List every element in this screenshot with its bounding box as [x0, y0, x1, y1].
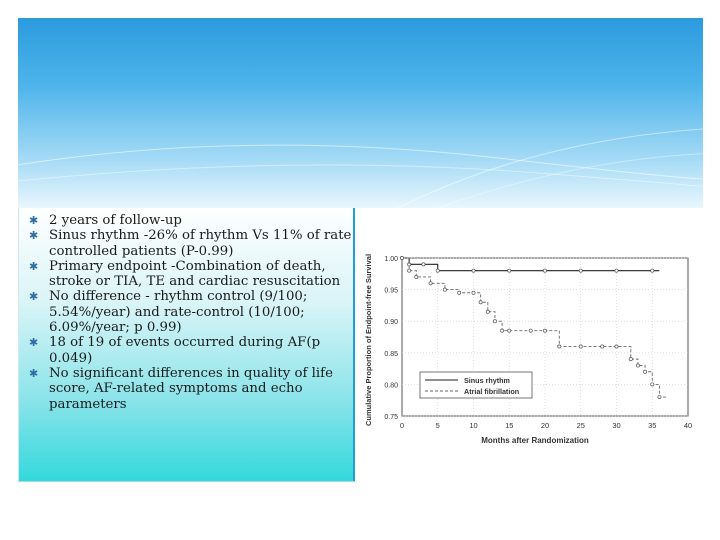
- bullet-item: [27, 366, 352, 412]
- bullet-text: No significant differences in quality of life score, AF-related symptoms and echo parameters: [49, 365, 333, 412]
- panel-edge: [353, 208, 355, 481]
- y-tick-label: 0.85: [384, 350, 398, 358]
- data-point: [529, 329, 532, 332]
- bullet-text: No difference - rhythm control (9/100; 5.54%/year) and rate-control (10/100; 6.09%/year; p 0.99): [49, 289, 308, 336]
- survival-chart: [360, 236, 710, 446]
- data-point: [429, 282, 432, 285]
- y-tick-label: 0.90: [384, 319, 398, 327]
- plot-area: [384, 256, 692, 430]
- data-point: [615, 269, 618, 272]
- x-tick-label: 15: [505, 421, 514, 430]
- data-point: [486, 310, 489, 313]
- data-point: [558, 345, 561, 348]
- asterisk-bullet-icon: ✱: [29, 259, 39, 273]
- bullet-list: [27, 213, 352, 412]
- bullet-text: Sinus rhythm -26% of rhythm Vs 11% of rate controlled patients (P-0.99): [49, 228, 352, 259]
- data-point: [615, 345, 618, 348]
- data-point: [651, 269, 654, 272]
- series-line-sinus-rhythm: [402, 258, 659, 271]
- data-point: [601, 345, 604, 348]
- asterisk-bullet-icon: ✱: [29, 290, 39, 304]
- x-tick-label: 20: [540, 421, 550, 430]
- data-point: [479, 301, 482, 304]
- data-point: [436, 269, 439, 272]
- bullet-text: Primary endpoint -Combination of death, stroke or TIA, TE and cardiac resuscitation: [49, 258, 341, 290]
- survival-chart-svg: [360, 236, 710, 446]
- data-point: [508, 269, 511, 272]
- bullet-panel: [18, 208, 355, 482]
- x-tick-label: 10: [469, 421, 478, 430]
- title-banner: [18, 18, 703, 208]
- data-point: [472, 269, 475, 272]
- data-point: [543, 269, 546, 272]
- y-tick-label: 1.00: [384, 256, 398, 263]
- banner-arcs: [18, 18, 703, 208]
- asterisk-bullet-icon: ✱: [29, 366, 39, 380]
- data-point: [658, 395, 661, 398]
- data-point: [629, 358, 632, 361]
- data-point: [408, 269, 411, 272]
- data-point: [415, 275, 418, 278]
- bullet-item: [27, 335, 352, 366]
- bullet-item: [27, 213, 352, 228]
- data-point: [472, 291, 475, 294]
- x-tick-label: 5: [435, 421, 440, 430]
- data-point: [543, 329, 546, 332]
- asterisk-bullet-icon: ✱: [29, 336, 39, 350]
- data-point: [579, 345, 582, 348]
- bullet-item: [27, 289, 352, 335]
- data-point: [644, 370, 647, 373]
- x-tick-label: 30: [612, 421, 621, 430]
- data-point: [400, 256, 403, 259]
- data-point: [579, 269, 582, 272]
- data-point: [501, 329, 504, 332]
- data-point: [422, 263, 425, 266]
- legend-label: Sinus rhythm: [464, 376, 510, 385]
- x-axis-label: Months after Randomization: [481, 436, 589, 445]
- y-axis-label: Cumulative Proportion of Endpoint-free Survival: [364, 253, 373, 427]
- y-tick-label: 0.95: [384, 287, 398, 295]
- bullet-item: [27, 259, 352, 290]
- y-tick-label: 0.75: [384, 414, 398, 421]
- data-point: [508, 329, 511, 332]
- bullet-item: [27, 228, 352, 259]
- legend-label: Atrial fibrillation: [464, 387, 520, 396]
- bullet-text: 2 years of follow-up: [49, 213, 182, 228]
- data-point: [651, 383, 654, 386]
- bullet-text: 18 of 19 of events occurred during AF(p 0.049): [49, 335, 321, 366]
- x-tick-label: 40: [683, 421, 693, 430]
- data-point: [636, 364, 639, 367]
- data-point: [443, 288, 446, 291]
- x-tick-label: 35: [648, 421, 657, 430]
- x-tick-label: 25: [576, 421, 585, 430]
- x-tick-label: 0: [399, 421, 405, 430]
- data-point: [458, 291, 461, 294]
- y-tick-label: 0.80: [384, 382, 398, 390]
- data-point: [493, 320, 496, 323]
- asterisk-bullet-icon: ✱: [29, 229, 39, 243]
- asterisk-bullet-icon: ✱: [29, 214, 39, 227]
